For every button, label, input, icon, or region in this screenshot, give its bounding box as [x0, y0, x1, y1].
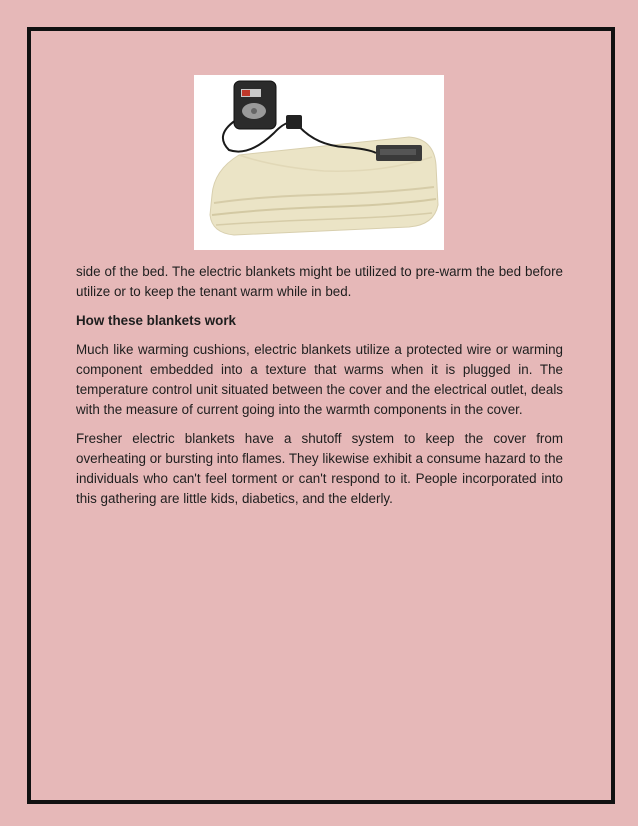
blanket-illustration [194, 75, 444, 250]
intro-paragraph: side of the bed. The electric blankets might be utilized to pre-warm the bed before utilize or to keep the tenant warm while in bed. [76, 264, 563, 299]
electric-blanket-image [194, 75, 444, 250]
body-paragraph-1: Much like warming cushions, electric blankets utilize a protected wire or warming component embedded into a texture that warms when it is plugged in. The temperature control unit situated between the cover and the electrical outlet, deals with the measure of current going into the warmth components in the cover. [76, 342, 563, 417]
document-text [76, 262, 563, 518]
section-heading: How these blankets work [76, 313, 236, 328]
body-paragraph-2: Fresher electric blankets have a shutoff system to keep the cover from overheating or bursting into flames. They likewise exhibit a consume hazard to the individuals who can't feel torment or can't respond to it. People incorporated into this gathering are little kids, diabetics, and the elderly. [76, 431, 563, 506]
